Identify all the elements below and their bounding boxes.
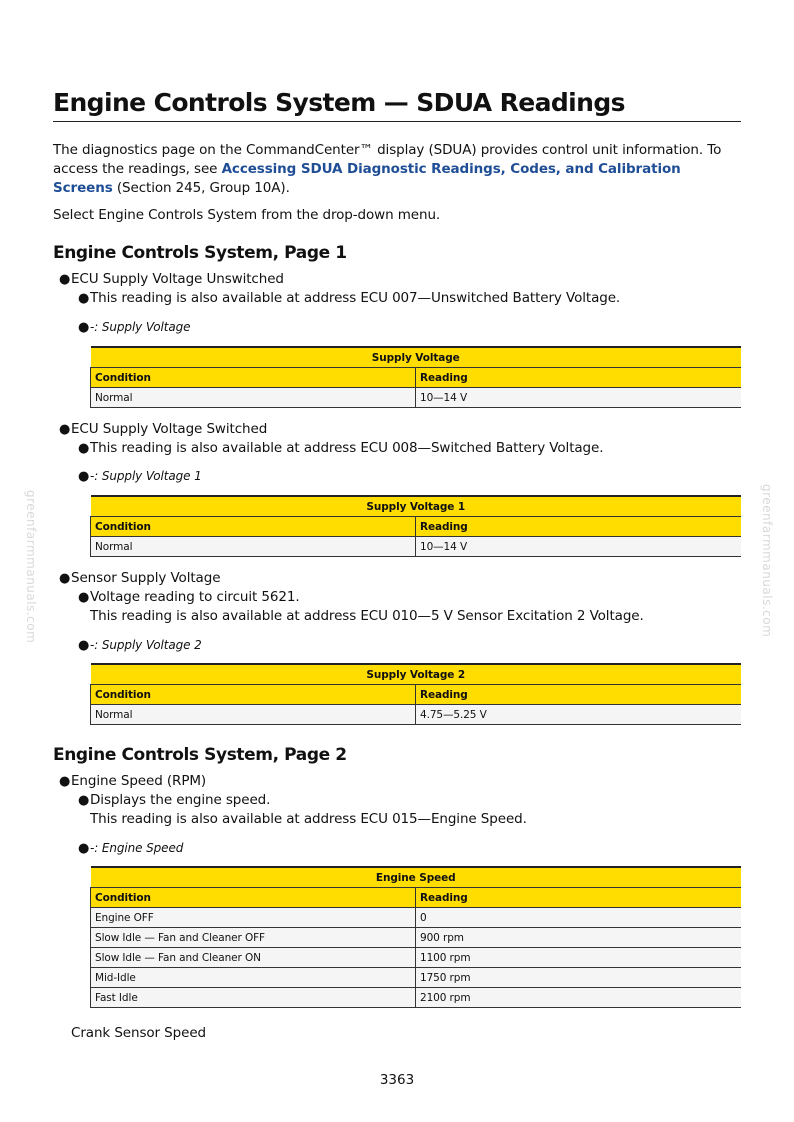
page-number: 3363 — [379, 1072, 415, 1088]
table-caption-supply-voltage-1: ● -: Supply Voltage 1 — [78, 469, 202, 484]
bullet-dot-icon: ● — [78, 441, 90, 456]
table-caption-supply-voltage-2: ● -: Supply Voltage 2 — [78, 638, 202, 653]
table-title: Supply Voltage 2 — [91, 664, 742, 685]
table-caption-supply-voltage: ● -: Supply Voltage — [78, 320, 191, 335]
watermark-left: greenfarmmanuals.com — [24, 490, 38, 644]
bullet-dot-icon: ● — [78, 638, 90, 653]
section-heading-page1: Engine Controls System, Page 1 — [53, 243, 347, 263]
intro-paragraph — [53, 141, 741, 198]
table-engine-speed — [90, 866, 741, 1008]
intro-text-before: The diagnostics page on the CommandCenter™ display (SDUA) provides control unit information. To access the readings, see — [53, 142, 722, 177]
bullet-ecu-supply-switched: ● ECU Supply Voltage Switched — [59, 421, 268, 437]
intro-text-after: (Section 245, Group 10A). — [112, 180, 290, 196]
col-header-reading: Reading — [416, 368, 742, 388]
table-caption-engine-speed: ● -: Engine Speed — [78, 841, 184, 856]
table-title: Supply Voltage — [91, 347, 742, 368]
bullet-dot-icon: ● — [59, 571, 71, 586]
table-title: Engine Speed — [91, 867, 742, 888]
section-heading-page2: Engine Controls System, Page 2 — [53, 745, 347, 765]
crank-sensor-speed-label: Crank Sensor Speed — [71, 1025, 206, 1041]
bullet-dot-icon: ● — [78, 793, 90, 808]
table-row: Normal 4.75—5.25 V — [91, 705, 742, 725]
table-row: Slow Idle — Fan and Cleaner ON 1100 rpm — [91, 948, 742, 968]
col-header-condition: Condition — [91, 888, 416, 908]
bullet-ecu-supply-unswitched: ● ECU Supply Voltage Unswitched — [59, 271, 284, 287]
bullet-dot-icon: ● — [78, 320, 90, 335]
col-header-reading: Reading — [416, 517, 742, 537]
col-header-condition: Condition — [91, 368, 416, 388]
table-row: Slow Idle — Fan and Cleaner OFF 900 rpm — [91, 928, 742, 948]
table-supply-voltage — [90, 346, 741, 408]
note-ecu-008: ● This reading is also available at address ECU 008—Switched Battery Voltage. — [78, 440, 604, 456]
note-ecu-010: This reading is also available at address ECU 010—5 V Sensor Excitation 2 Voltage. — [90, 608, 644, 624]
table-title: Supply Voltage 1 — [91, 496, 742, 517]
table-supply-voltage-1 — [90, 495, 741, 557]
note-engine-speed: ● Displays the engine speed. — [78, 792, 271, 808]
table-supply-voltage-2 — [90, 663, 741, 725]
table-row: Mid-Idle 1750 rpm — [91, 968, 742, 988]
bullet-dot-icon: ● — [59, 422, 71, 437]
col-header-reading: Reading — [416, 685, 742, 705]
note-circuit-5621: ● Voltage reading to circuit 5621. — [78, 589, 300, 605]
col-header-condition: Condition — [91, 517, 416, 537]
table-row: Normal 10—14 V — [91, 388, 742, 408]
bullet-dot-icon: ● — [78, 291, 90, 306]
watermark-right: greenfarmmanuals.com — [760, 484, 774, 638]
bullet-dot-icon: ● — [78, 841, 90, 856]
col-header-condition: Condition — [91, 685, 416, 705]
bullet-dot-icon: ● — [78, 469, 90, 484]
page-title: Engine Controls System — SDUA Readings — [53, 86, 741, 122]
note-ecu-015: This reading is also available at address ECU 015—Engine Speed. — [90, 811, 527, 827]
col-header-reading: Reading — [416, 888, 742, 908]
note-ecu-007: ● This reading is also available at address ECU 007—Unswitched Battery Voltage. — [78, 290, 621, 306]
sdua-readings-link[interactable]: Accessing SDUA Diagnostic Readings, Codes, and Calibration Screens — [53, 161, 681, 196]
table-row: Normal 10—14 V — [91, 537, 742, 557]
table-row: Engine OFF 0 — [91, 908, 742, 928]
bullet-dot-icon: ● — [59, 272, 71, 287]
bullet-dot-icon: ● — [78, 590, 90, 605]
select-instruction: Select Engine Controls System from the drop-down menu. — [53, 207, 441, 223]
table-row: Fast Idle 2100 rpm — [91, 988, 742, 1008]
bullet-dot-icon: ● — [59, 774, 71, 789]
bullet-sensor-supply-voltage: ● Sensor Supply Voltage — [59, 570, 221, 586]
bullet-engine-speed: ● Engine Speed (RPM) — [59, 773, 207, 789]
